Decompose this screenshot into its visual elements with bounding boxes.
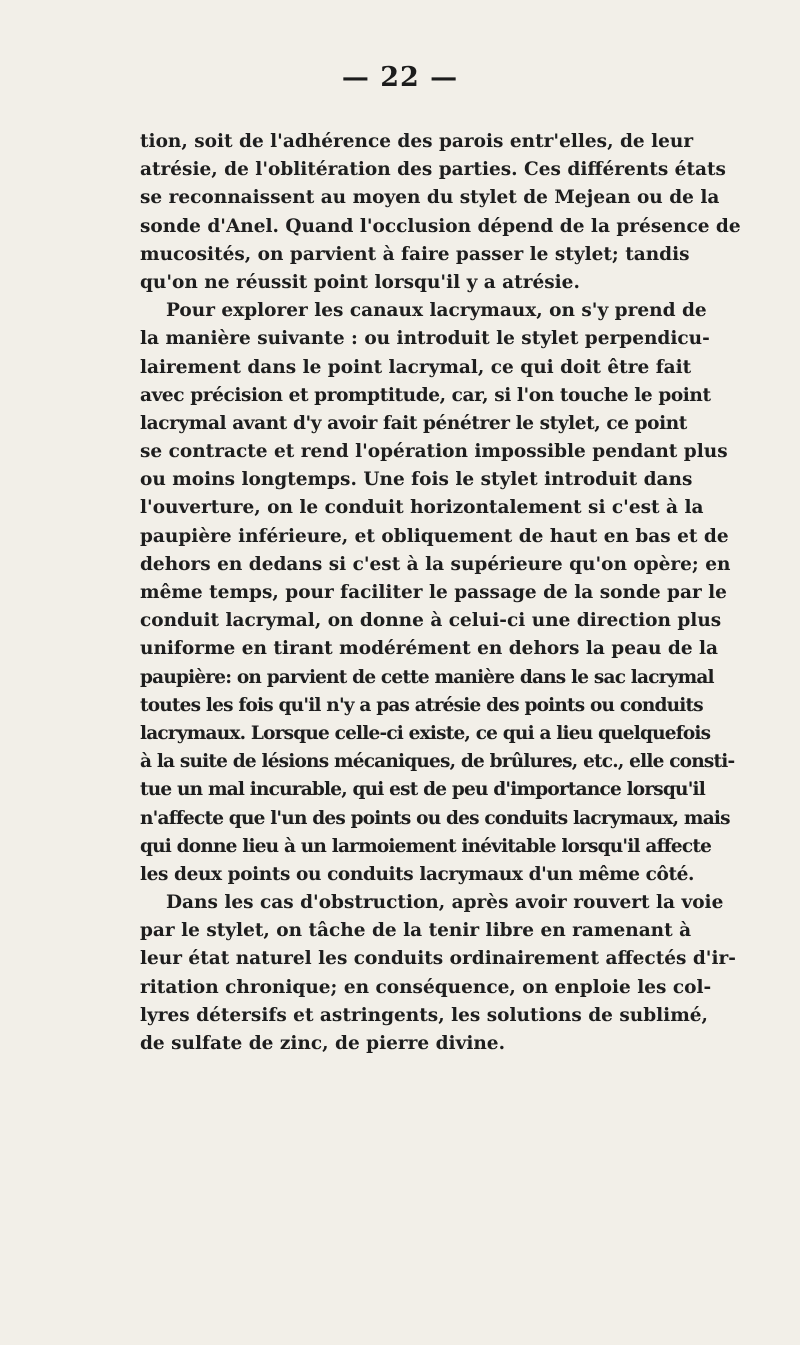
text-line-31: ritation chronique; en conséquence, on enploie les col- [140, 976, 712, 998]
text-line-1: tion, soit de l'adhérence des parois entr'elles, de leur [140, 131, 694, 152]
text-line-8: la manière suivante : ou introduit le stylet perpendicu- [140, 328, 710, 350]
text-line-25: n'affecte que l'un des points ou des conduits lacrymaux, mais [140, 807, 730, 829]
text-line-32: lyres détersifs et astringents, les solutions de sublimé, [140, 1004, 708, 1026]
text-line-13: ou moins longtemps. Une fois le stylet introduit dans [140, 469, 693, 491]
text-line-4: sonde d'Anel. Quand l'occlusion dépend de la présence de [140, 215, 741, 237]
text-line-23: à la suite de lésions mécaniques, de brûlures, etc., elle consti- [140, 751, 735, 773]
text-line-26: qui donne lieu à un larmoiement inévitable lorsqu'il affecte [140, 835, 712, 857]
text-line-17: même temps, pour faciliter le passage de la sonde par le [140, 582, 727, 603]
text-line-33: de sulfate de zinc, de pierre divine. [140, 1033, 506, 1054]
text-line-29: par le stylet, on tâche de la tenir libre en ramenant à [140, 920, 692, 942]
text-line-24: tue un mal incurable, qui est de peu d'importance lorsqu'il [140, 779, 706, 801]
text-line-11: lacrymal avant d'y avoir fait pénétrer le stylet, ce point [140, 412, 687, 434]
text-line-21: toutes les fois qu'il n'y a pas atrésie des points ou conduits [140, 694, 703, 716]
text-line-3: se reconnaissent au moyen du stylet de Mejean ou de la [140, 187, 720, 209]
text-line-15: paupière inférieure, et obliquement de haut en bas et de [140, 525, 729, 547]
text-line-30: leur état naturel les conduits ordinairement affectés d'ir- [140, 948, 736, 970]
text-line-20: paupière: on parvient de cette manière dans le sac lacrymal [140, 666, 714, 688]
text-line-12: se contracte et rend l'opération impossible pendant plus [140, 441, 728, 463]
text-line-18: conduit lacrymal, on donne à celui-ci une direction plus [140, 610, 722, 632]
text-line-5: mucosités, on parvient à faire passer le stylet; tandis [140, 243, 690, 265]
text-line-19: uniforme en tirant modérément en dehors la peau de la [140, 638, 719, 660]
text-line-2: atrésie, de l'oblitération des parties. Ces différents états [140, 159, 726, 181]
text-line-10: avec précision et promptitude, car, si l'on touche le point [140, 384, 711, 406]
text-line-9: lairement dans le point lacrymal, ce qui doit être fait [140, 356, 692, 378]
text-line-7: Pour explorer les canaux lacrymaux, on s'y prend de [166, 300, 707, 322]
text-line-6: qu'on ne réussit point lorsqu'il y a atrésie. [140, 271, 580, 293]
text-line-22: lacrymaux. Lorsque celle-ci existe, ce qui a lieu quelquefois [140, 722, 711, 744]
text-line-16: dehors en dedans si c'est à la supérieure qu'on opère; en [140, 553, 731, 575]
text-line-27: les deux points ou conduits lacrymaux d'un même côté. [140, 863, 695, 885]
page-number: — 22 — [341, 62, 459, 93]
body-text [140, 128, 741, 1058]
text-line-14: l'ouverture, on le conduit horizontalement si c'est à la [140, 497, 704, 519]
text-line-28: Dans les cas d'obstruction, après avoir rouvert la voie [166, 892, 724, 914]
